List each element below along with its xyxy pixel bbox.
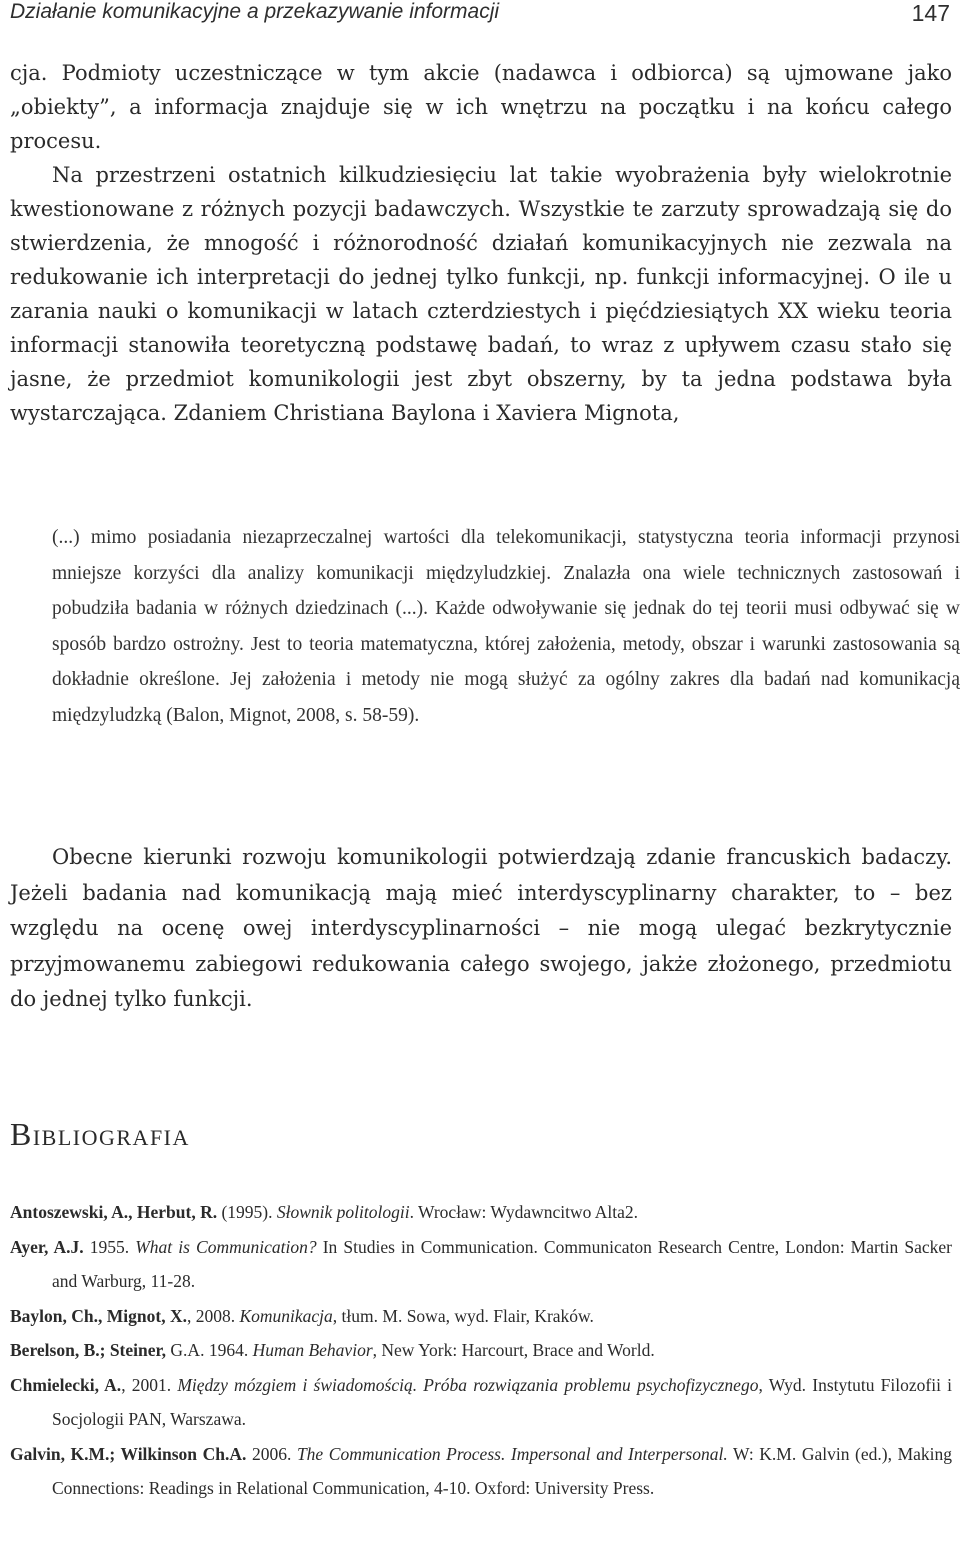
entry-authors: Berelson, B.; Steiner, <box>10 1340 167 1360</box>
entry-authors: Chmielecki, A. <box>10 1374 122 1395</box>
bibliography-entry <box>10 1195 952 1230</box>
paragraph-continued: cja. Podmioty uczestniczące w tym akcie (nadawca i odbiorca) są ujmowane jako „obiekty”, a informacja znajduje się w ich wnętrzu na początku i na końcu całego procesu. <box>10 61 952 153</box>
entry-title: Między mózgiem i świadomością. Próba rozwiązania problemu psychofizycznego <box>177 1374 759 1395</box>
running-title: Działanie komunikacyjne a przekazywanie informacji <box>10 0 500 23</box>
entry-publication: W: K.M. Galvin (ed.), Making Connections: Readings in Relational Communication, 4-10. Oxford: University Press. <box>52 1443 953 1498</box>
entry-title: Komunikacja <box>239 1305 333 1326</box>
entry-year: (1995). <box>217 1202 277 1222</box>
bibliography-entry <box>10 1333 952 1368</box>
bibliography-heading: Bibliografia <box>10 1116 190 1152</box>
closing-paragraph-block <box>10 840 952 1018</box>
paragraph: Na przestrzeni ostatnich kilkudziesięciu lat takie wyobrażenia były wielokrotnie kwestionowane z różnych pozycji badawczych. Wszystkie te zarzuty sprowadzają się do stwierdzenia, że mnogość i różnorodność działań komunikacyjnych nie zezwala na redukowanie ich interpretacji do jednej tylko funkcji, np. funkcji informacyjnej. O ile u zarania nauki o komunikacji w latach czterdziestych i pięćdziesiątych XX wieku teoria informacji stanowiła teoretyczną podstawę badań, to wraz z upływem czasu stało się jasne, że przedmiot komunikologii jest zbyt obszerny, by ta jedna podstawa była wystarczająca. Zdaniem Christiana Baylona i Xaviera Mignota, <box>10 163 952 425</box>
bibliography-list <box>10 1195 952 1506</box>
entry-publication: , Wyd. Instytutu Filozofii i Socjologii PAN, Warszawa. <box>52 1374 952 1429</box>
entry-authors: Baylon, Ch., Mignot, X. <box>10 1305 187 1326</box>
body-text <box>10 56 952 430</box>
closing-paragraph: Obecne kierunki rozwoju komunikologii potwierdzają zdanie francuskich badaczy. Jeżeli badania nad komunikacją mają mieć interdyscyplinarny charakter, to – bez względu na ocenę owej interdyscyplinarności – nie mogą ulegać bezkrytycznie przyjmowanemu zabiegowi redukowania całego swojego, jakże złożonego, przedmiotu do jednej tylko funkcji. <box>10 845 952 1011</box>
bibliography-entry <box>10 1299 952 1334</box>
entry-authors: Ayer, A.J. <box>10 1236 84 1257</box>
entry-year: 2006. <box>246 1443 297 1464</box>
entry-authors: Antoszewski, A., Herbut, R. <box>10 1202 218 1222</box>
entry-title: The Communication Process. Impersonal and Interpersonal. <box>296 1443 728 1464</box>
page-number: 147 <box>911 0 950 26</box>
bibliography-entry <box>10 1368 952 1437</box>
quote-text: (...) mimo posiadania niezaprzeczalnej wartości dla telekomunikacji, statystyczna teoria informacji przynosi mniejsze korzyści dla analizy komunikacji międzyludzkiej. Znalazła ona wiele technicznych zastosowań i pobudziła badania w różnych dziedzinach (...). Każde odwoływanie się jednak do tej teorii musi odbywać się w sposób bardzo ostrożny. Jest to teoria matematyczna, której założenia, metody, obszar i warunki zastosowania są dokładnie określone. Jej założenia i metody nie mogą służyć za ogólny zakres dla badań nad komunikacją międzyludzką (Balon, Mignot, 2008, s. 58-59). <box>52 527 960 726</box>
bibliography-entry <box>10 1230 952 1299</box>
entry-publication: , tłum. M. Sowa, wyd. Flair, Kraków. <box>332 1305 594 1326</box>
entry-title: What is Communication? <box>135 1236 317 1257</box>
entry-authors: Galvin, K.M.; Wilkinson Ch.A. <box>10 1443 247 1464</box>
entry-title: Słownik politologii <box>276 1202 410 1222</box>
running-header <box>10 0 952 30</box>
entry-year: , 2001. <box>121 1374 178 1395</box>
block-quote <box>52 520 960 733</box>
entry-year: G.A. 1964. <box>166 1340 253 1360</box>
entry-publication: In Studies in Communication. Communicaton Research Centre, London: Martin Sacker and Warburg, 11-28. <box>52 1236 952 1291</box>
entry-year: 1955. <box>83 1236 136 1257</box>
bibliography-entry <box>10 1437 952 1506</box>
entry-title: Human Behavior <box>252 1340 373 1360</box>
entry-publication: , New York: Harcourt, Brace and World. <box>372 1340 655 1360</box>
entry-publication: . Wrocław: Wydawncitwo Alta2. <box>409 1202 639 1222</box>
entry-year: , 2008. <box>186 1305 240 1326</box>
